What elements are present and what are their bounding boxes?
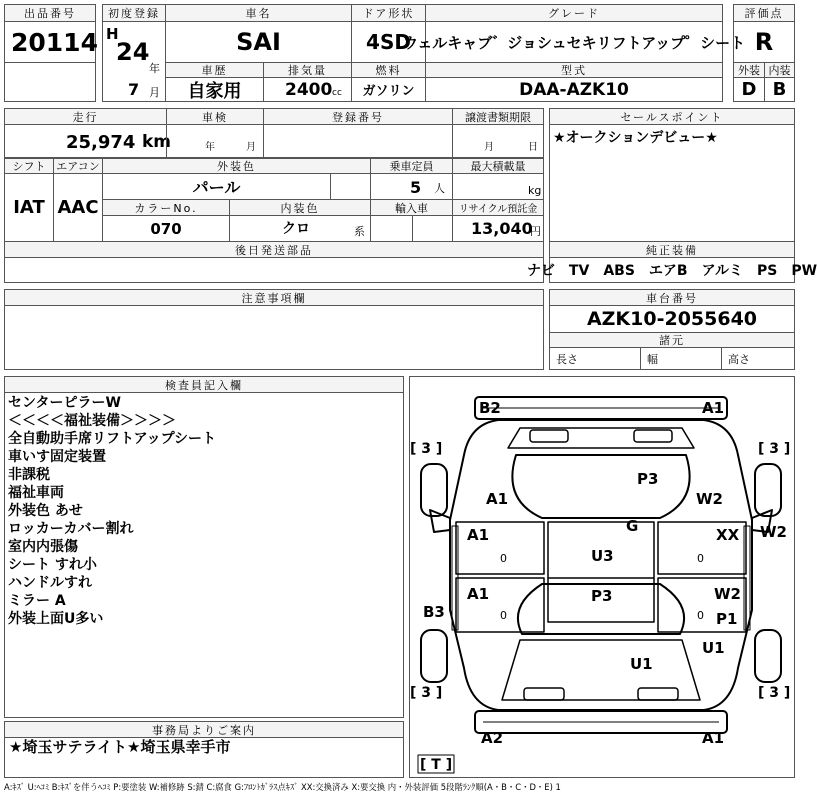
load-unit: kg bbox=[528, 184, 542, 197]
damage-u3-roof: U3 bbox=[591, 547, 614, 565]
fuel: ガソリン bbox=[351, 77, 426, 102]
car-name: SAI bbox=[165, 21, 352, 63]
color-no-label: カラーNo. bbox=[102, 199, 230, 216]
score-label: 評価点 bbox=[733, 4, 795, 22]
fuel-label: 燃料 bbox=[351, 62, 426, 78]
damage-b2-front-left: B2 bbox=[479, 399, 501, 417]
transfer-month-unit: 月 bbox=[484, 142, 494, 153]
displacement-unit: cc bbox=[332, 88, 342, 98]
damage-a1-fender-left: A1 bbox=[486, 490, 509, 508]
lot-number: 20114 bbox=[4, 21, 96, 63]
inspection-label: 車検 bbox=[166, 108, 264, 125]
note-line: 室内内張傷 bbox=[8, 539, 78, 555]
shift-label: シフト bbox=[4, 158, 54, 174]
tire-spare: [ T ] bbox=[420, 757, 453, 773]
tire-front-left: [ 3 ] bbox=[410, 441, 443, 457]
door-label: ドア形状 bbox=[351, 4, 426, 22]
note-line: ハンドルすれ bbox=[8, 575, 92, 591]
import-label: 輸入車 bbox=[370, 199, 453, 216]
displacement: 2400 bbox=[285, 80, 333, 100]
damage-p1-rear-right: P1 bbox=[716, 610, 738, 628]
damage-xx-front-door-right: XX bbox=[716, 526, 740, 544]
recycle-label: リサイクル預託金 bbox=[452, 199, 544, 216]
exterior-label: 外装 bbox=[733, 62, 765, 78]
headlight-left bbox=[530, 430, 568, 442]
note-line: ロッカーカバー割れ bbox=[8, 521, 134, 537]
dim-length-label: 長さ bbox=[556, 352, 578, 366]
history: 自家用 bbox=[165, 77, 264, 102]
recycle: 13,040 bbox=[471, 219, 533, 238]
damage-p3-hood: P3 bbox=[637, 470, 659, 488]
note-line: シート すれ小 bbox=[8, 557, 97, 573]
displacement-label: 排気量 bbox=[263, 62, 352, 78]
hood-panel bbox=[508, 428, 694, 448]
note-line: センターピラーW bbox=[8, 395, 121, 411]
int-color-unit: 系 bbox=[354, 225, 365, 238]
sales-point-label: セールスポイント bbox=[549, 108, 795, 125]
ac-label: エアコン bbox=[53, 158, 103, 174]
note-line: ＜＜＜＜福祉装備＞＞＞＞ bbox=[8, 413, 176, 429]
caution-box bbox=[4, 305, 544, 370]
recycle-unit: 円 bbox=[530, 225, 541, 238]
damage-a1-front-right: A1 bbox=[702, 399, 725, 417]
int-color-label: 内装色 bbox=[229, 199, 371, 216]
load-label: 最大積載量 bbox=[452, 158, 544, 174]
damage-p3-rear-window: P3 bbox=[591, 587, 613, 605]
exterior-grade: D bbox=[733, 77, 765, 102]
capacity-label: 乗車定員 bbox=[370, 158, 453, 174]
note-line: 車いす固定装置 bbox=[8, 449, 106, 465]
office-text: ★埼玉サテライト★埼玉県幸手市 bbox=[9, 738, 231, 756]
damage-u1-trunk: U1 bbox=[630, 655, 653, 673]
damage-w2-fender-right: W2 bbox=[696, 490, 723, 508]
mileage-label: 走行 bbox=[4, 108, 167, 125]
model-code: DAA-AZK10 bbox=[425, 77, 723, 102]
trunk-lid bbox=[502, 640, 700, 700]
dim-width-cell bbox=[640, 347, 722, 370]
taillight-right bbox=[638, 688, 678, 700]
windshield bbox=[512, 455, 689, 518]
sales-point-text: ★オークションデビュー★ bbox=[553, 130, 718, 146]
inspection-month-unit: 月 bbox=[246, 142, 256, 153]
caution-label: 注意事項欄 bbox=[4, 289, 544, 306]
shift: IAT bbox=[4, 173, 54, 242]
damage-w2-rear-door-right: W2 bbox=[714, 585, 741, 603]
reg-year: 24 bbox=[116, 38, 150, 66]
damage-g-windshield: G bbox=[626, 517, 639, 535]
model-label: 型式 bbox=[425, 62, 723, 78]
car-diagram bbox=[409, 376, 795, 778]
history-label: 車歴 bbox=[165, 62, 264, 78]
mileage-unit: km bbox=[142, 132, 172, 152]
legend: A:ｷｽﾞ U:ﾍｺﾐ B:ｷｽﾞを伴うﾍｺﾐ P:要塗装 W:補修跡 S:錆 C:腐食 G:ﾌﾛﾝﾄｶﾞﾗｽ点ｷｽﾞ XX:交換済み X:要交換 内・外装評価 5段階ﾗﾝｸ順(A・B・C・D・E) 1 bbox=[4, 782, 561, 792]
dims-label: 諸元 bbox=[549, 332, 795, 348]
damage-a1-front-door-left: A1 bbox=[467, 526, 490, 544]
car-body-outline bbox=[450, 420, 752, 710]
color: パール bbox=[102, 173, 331, 200]
damage-a2-rear-bumper-left: A2 bbox=[481, 729, 504, 747]
damage-a1-rear-door-left: A1 bbox=[467, 585, 490, 603]
reg-number-label: 登録番号 bbox=[263, 108, 453, 125]
reg-month-unit: 月 bbox=[149, 86, 160, 99]
dim-height-label: 高さ bbox=[728, 352, 750, 366]
color-extra bbox=[330, 173, 371, 200]
equipment-items: ナビ TV ABS エアB アルミ PS PW bbox=[549, 257, 795, 283]
note-line: 全自動助手席リフトアップシート bbox=[8, 431, 217, 447]
capacity-unit: 人 bbox=[434, 182, 445, 195]
mirror-left bbox=[430, 510, 450, 532]
wheel-front-left bbox=[421, 464, 447, 516]
chassis-number: AZK10-2055640 bbox=[549, 305, 795, 333]
door-handle-zero: 0 bbox=[697, 609, 704, 622]
later-parts-label: 後日発送部品 bbox=[4, 241, 544, 258]
int-color: クロ bbox=[282, 221, 310, 237]
taillight-left bbox=[524, 688, 564, 700]
score: R bbox=[733, 21, 795, 63]
reg-month: 7 bbox=[128, 80, 140, 99]
reg-year-unit: 年 bbox=[149, 62, 160, 75]
lot-blank bbox=[4, 62, 96, 102]
roof bbox=[548, 522, 654, 622]
inspector-label: 検査員記入欄 bbox=[4, 376, 404, 393]
door-handle-zero: 0 bbox=[500, 609, 507, 622]
dim-height-cell bbox=[721, 347, 795, 370]
inspector-notes bbox=[8, 394, 398, 628]
headlight-right bbox=[634, 430, 672, 442]
color-label: 外装色 bbox=[102, 158, 371, 174]
transfer-day-unit: 日 bbox=[528, 142, 538, 153]
reg-era: H bbox=[106, 25, 119, 43]
dim-width-label: 幅 bbox=[647, 352, 658, 366]
door-handle-zero: 0 bbox=[500, 552, 507, 565]
later-parts-box bbox=[4, 257, 544, 283]
tire-rear-left: [ 3 ] bbox=[410, 685, 443, 701]
note-line: 非課税 bbox=[8, 467, 50, 483]
note-line: ミラー A bbox=[8, 593, 66, 609]
door-type: 4SD bbox=[351, 21, 426, 63]
wheel-rear-left bbox=[421, 630, 447, 682]
ac: AAC bbox=[53, 173, 103, 242]
first-reg-label: 初度登録 bbox=[102, 4, 166, 22]
damage-b3-rear-left: B3 bbox=[423, 603, 445, 621]
tire-front-right: [ 3 ] bbox=[758, 441, 791, 457]
damage-u1-quarter-right: U1 bbox=[702, 639, 725, 657]
import-cell-b bbox=[412, 215, 453, 242]
grade: ウェルキャブ゛ジョシュセキリフトアップ゜シート bbox=[425, 21, 723, 63]
equipment-label: 純正装備 bbox=[549, 241, 795, 258]
color-no: 070 bbox=[102, 215, 230, 242]
grade-label: グレード bbox=[425, 4, 723, 22]
mileage: 25,974 bbox=[66, 132, 136, 153]
dim-length-cell bbox=[549, 347, 641, 370]
note-line: 外装上面U多い bbox=[8, 611, 104, 627]
transfer-label: 譲渡書類期限 bbox=[452, 108, 544, 125]
damage-a1-rear-bumper-right: A1 bbox=[702, 729, 725, 747]
note-line: 外装色 あせ bbox=[8, 503, 83, 519]
door-handle-zero: 0 bbox=[697, 552, 704, 565]
wheel-front-right bbox=[755, 464, 781, 516]
chassis-label: 車台番号 bbox=[549, 289, 795, 306]
note-line: 福祉車両 bbox=[8, 485, 64, 501]
import-cell-a bbox=[370, 215, 413, 242]
interior-label: 内装 bbox=[764, 62, 795, 78]
wheel-rear-right bbox=[755, 630, 781, 682]
tire-rear-right: [ 3 ] bbox=[758, 685, 791, 701]
interior-grade: B bbox=[764, 77, 795, 102]
reg-number-cell bbox=[263, 124, 453, 158]
car-name-label: 車名 bbox=[165, 4, 352, 22]
office-label: 事務局よりご案内 bbox=[4, 721, 404, 738]
lot-label: 出品番号 bbox=[4, 4, 96, 22]
damage-w2-right-edge: W2 bbox=[760, 523, 787, 541]
inspection-year-unit: 年 bbox=[205, 142, 215, 153]
capacity: 5 bbox=[410, 178, 422, 197]
